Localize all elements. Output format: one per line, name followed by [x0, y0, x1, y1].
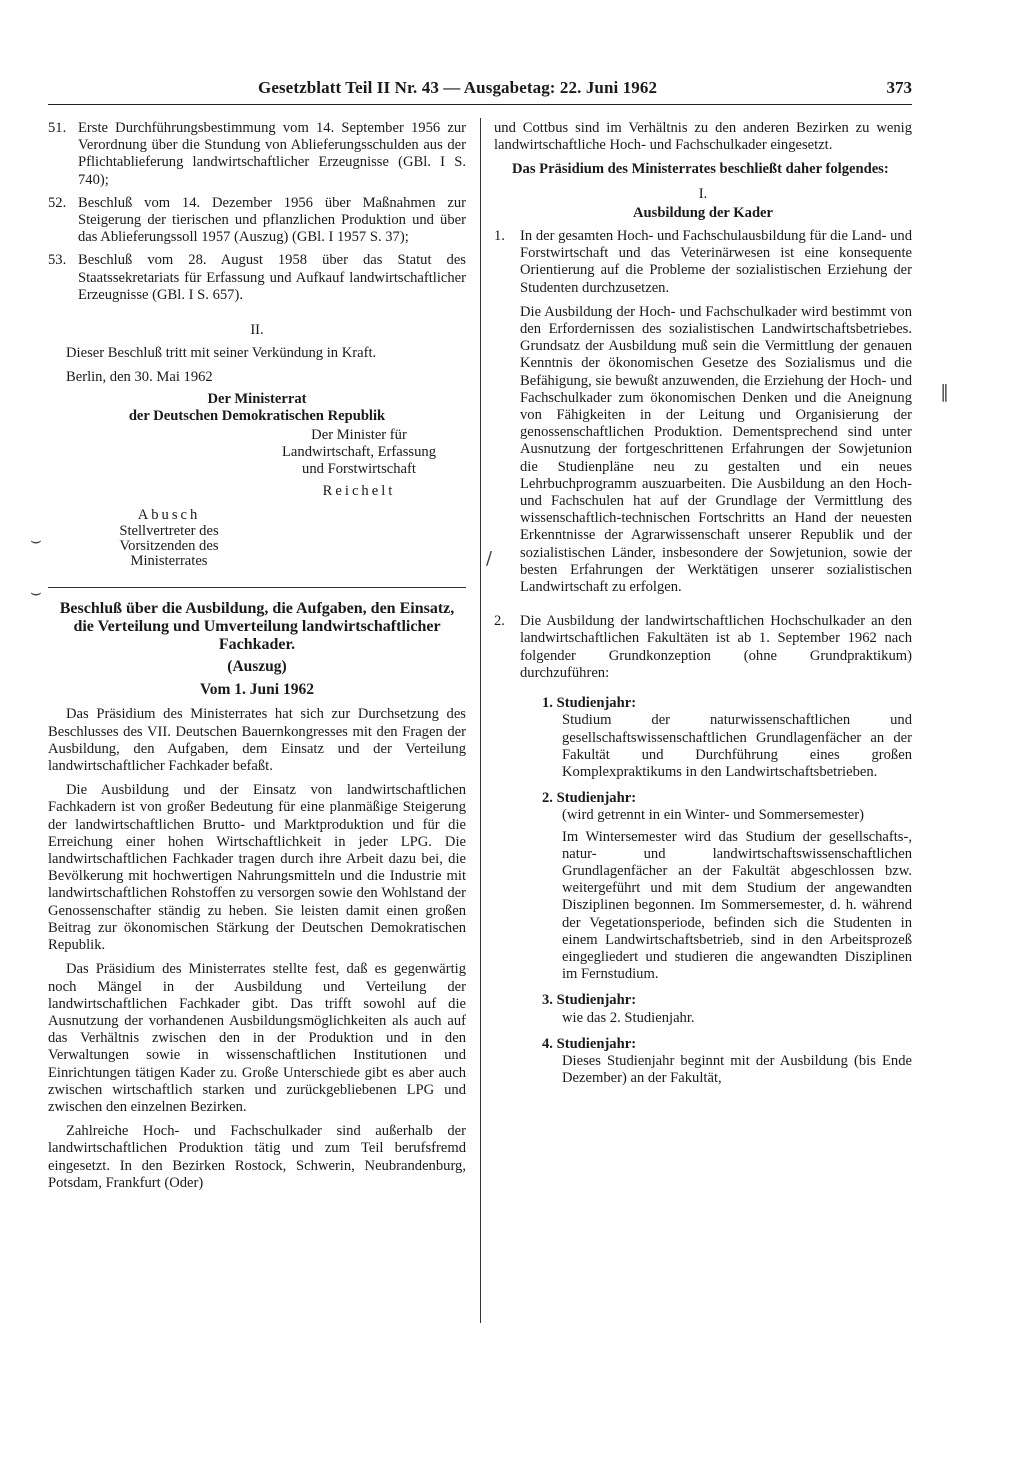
study-year-text: Studium der naturwissenschaftlichen und gesellschaftswissenschaftlichen Grundlagenfächer an der Fakultät und Durchführung eines großen Komplexpraktikums in den Landwirtschaftsbetrieben. — [562, 712, 912, 780]
list-item-53 — [48, 252, 466, 304]
study-years — [542, 695, 912, 1087]
resolves-paragraph: Das Präsidium des Ministerrates beschließt daher folgendes: — [512, 161, 889, 178]
page-number: 373 — [886, 78, 912, 97]
item-text: Beschluß vom 14. Dezember 1956 über Maßnahmen zur Steigerung der tierischen und pflanzlichen Produktion und über das Ablieferungssoll 1957 (Auszug) (GBl. I 1957 S. 37); — [78, 194, 466, 246]
point-2 — [494, 613, 912, 689]
signature-block — [48, 427, 466, 579]
header-title: Gesetzblatt Teil II Nr. 43 — Ausgabetag: 22. Juni 1962 — [258, 78, 658, 97]
resolution-title: Beschluß über die Ausbildung, die Aufgaben, den Einsatz, die Verteilung und Umverteilung landwirtschaftlicher Fachkader. — [59, 600, 455, 654]
resolution-date: Vom 1. Juni 1962 — [200, 681, 314, 699]
list-item-52 — [48, 195, 466, 247]
point-1 — [494, 228, 912, 603]
margin-mark-icon: ⌣ — [30, 530, 42, 551]
study-year-2 — [542, 790, 912, 983]
study-year-3 — [542, 992, 912, 1026]
item-number: 53. — [48, 252, 67, 269]
deputy-title: Stellvertreter des Vorsitzenden des Ministerrates — [119, 523, 219, 570]
item-number: 51. — [48, 120, 67, 136]
right-column — [494, 120, 912, 1096]
left-column — [48, 120, 466, 1199]
in-force-clause: Dieser Beschluß tritt mit seiner Verkündung in Kraft. — [66, 345, 377, 362]
study-year-heading: 4. Studienjahr: — [542, 1035, 637, 1052]
section-one-heading: I. — [698, 185, 708, 202]
section-one-title: Ausbildung der Kader — [632, 204, 774, 221]
continuation-paragraph: und Cottbus sind im Verhältnis zu den anderen Bezirken zu wenig landwirtschaftliche Hoch- und Fachschulkader eingesetzt. — [494, 120, 912, 154]
margin-mark-icon: ⌣ — [30, 582, 42, 603]
study-year-text: wie das 2. Studienjahr. — [562, 1009, 695, 1026]
minister-name: Reichelt — [322, 482, 396, 499]
page-header — [48, 76, 912, 105]
minister-title: Der Minister für Landwirtschaft, Erfassung und Forstwirtschaft — [282, 427, 436, 478]
point-body — [520, 613, 912, 689]
point-number: 1. — [494, 228, 505, 245]
margin-mark-icon: / — [486, 548, 493, 569]
council-line-2: der Deutschen Demokratischen Republik — [128, 407, 386, 424]
study-year-text: (wird getrennt in ein Winter- und Sommersemester) — [562, 807, 864, 824]
paragraph: Zahlreiche Hoch- und Fachschulkader sind außerhalb der landwirtschaftlichen Produktion tätig und zum Teil berufsfremd eingesetzt. In den Bezirken Rostock, Schwerin, Neubrandenburg, Potsdam, Frankfurt (Oder) — [48, 1123, 466, 1191]
section-two-heading: II. — [250, 322, 264, 339]
point-number: 2. — [494, 613, 505, 630]
study-year-heading: 3. Studienjahr: — [542, 992, 637, 1009]
paragraph: Das Präsidium des Ministerrates stellte fest, daß es gegenwärtig noch Mängel in der Ausbildung und Verteilung der landwirtschaftlichen Fachkader gibt. Das trifft sowohl auf die Ausnutzung der vorhandenen Ausbildungsmöglichkeiten als auch auf das Verhältnis zwischen den in der Produktion und in den Verwaltungen sowie in wissenschaftlichen Institutionen und Einrichtungen tätigen Kader zu. Große Unterschiede gibt es aber auch zwischen wirtschaftlich starken und zurückgebliebenen LPG und zwischen den einzelnen Bezirken. — [48, 961, 466, 1115]
study-year-heading: 2. Studienjahr: — [542, 790, 637, 807]
paragraph: In der gesamten Hoch- und Fachschulausbildung für die Land- und Forstwirtschaft und das Veterinärwesen ist eine konsequente Orientierung auf die Probleme der sozialistischen Erziehung der Studenten durchzusetzen. — [520, 228, 912, 296]
excerpt-label: (Auszug) — [227, 658, 287, 676]
paragraph: Das Präsidium des Ministerrates hat sich zur Durchsetzung des Beschlusses des VII. Deutschen Bauernkongresses mit den Fragen der Ausbildung, den Aufgaben, dem Einsatz und der Verteilung landwirtschaftlicher Fachkader befaßt. — [48, 706, 466, 775]
minister-signer — [274, 427, 444, 500]
study-year-1 — [542, 695, 912, 781]
column-divider — [480, 118, 481, 1323]
margin-mark-icon: ∥ — [940, 382, 949, 403]
point-body — [520, 228, 912, 603]
study-year-text: Dieses Studienjahr beginnt mit der Ausbildung (bis Ende Dezember) an der Fakultät, — [562, 1052, 912, 1087]
item-text: Beschluß vom 28. August 1958 über das Statut des Staatssekretariats für Erfassung und Aufkauf landwirtschaftlicher Erzeugnisse (GBl. I S. 657). — [78, 252, 466, 303]
section-rule — [48, 587, 466, 588]
list-item-51 — [48, 120, 466, 189]
item-number: 52. — [48, 194, 67, 211]
paragraph: Die Ausbildung und der Einsatz von landwirtschaftlichen Fachkadern ist von großer Bedeutung für eine planmäßige Steigerung der landwirtschaftlichen Brutto- und Marktproduktion und für die Erreichung einer hohen Wirtschaftlichkeit in jeder LPG. Die landwirtschaftlichen Fachkader tragen durch ihre Arbeit dazu bei, die Bevölkerung mit hochwertigen Nahrungsmitteln und die Industrie mit landwirtschaftlichen Rohstoffen zu versorgen sowie den Wohlstand der Genossenschafter ständig zu heben. Sie leisten damit einen großen Beitrag zur ökonomischen Stärkung der Deutschen Demokratischen Republik. — [48, 782, 466, 954]
study-year-4 — [542, 1036, 912, 1088]
paragraph: Die Ausbildung der landwirtschaftlichen Hochschulkader an den landwirtschaftlichen Fakultäten ist ab 1. September 1962 nach folgender Grundkonzeption (ohne Grundpraktikum) durchzuführen: — [520, 613, 912, 681]
study-year-text: Im Wintersemester wird das Studium der gesellschafts-, natur- und landwirtschaftswissenschaftlichen Grundlagenfächer an der Fakultät abgeschlossen bzw. weitergeführt und mit dem Studium der angewandten Disziplinen begonnen. Im Sommersemester, d. h. während der Vegetationsperiode, befinden sich die Studenten in einem Landwirtschaftsbetrieb, sind in den Arbeitsprozeß eingegliedert und studieren die angewandten Disziplinen im Fernstudium. — [562, 828, 912, 983]
deputy-signer — [94, 507, 244, 569]
item-text: Erste Durchführungsbestimmung vom 14. September 1956 zur Verordnung über die Stundung von Ablieferungsschulden aus der Pflichtablieferung landwirtschaftlicher Erzeugnisse (GBl. I S. 740); — [78, 120, 466, 188]
deputy-name: Abusch — [137, 507, 201, 524]
place-date: Berlin, den 30. Mai 1962 — [66, 369, 213, 386]
council-line-1: Der Ministerrat — [207, 390, 307, 407]
study-year-heading: 1. Studienjahr: — [542, 695, 637, 712]
paragraph: Die Ausbildung der Hoch- und Fachschulkader wird bestimmt von den Erfordernissen des sozialistischen Landwirtschaftsbetriebes. Grundsatz der Ausbildung muß sein die Vermittlung der genauen Kenntnis der ökonomischen Gesetze des Sozialismus und die Befähigung, sie bewußt anzuwenden, die Erziehung der Hoch- und Fachschulkader zum ökonomischen Denken und die Aneignung von Fähigkeiten in der Leitung und Organisierung der genossenschaftlichen Produktion. Dementsprechend sind unter Ausnutzung der fortgeschrittenen Erfahrungen der Sowjetunion die Studienpläne neu zu gestalten und ein neues Lehrbuchprogramm auszuarbeiten. Die Ausbildung an den Hoch- und Fachschulen hat auf der Grundlage der Vermittlung des wissenschaftlich-technischen Fortschritts an Hand der neuesten Erkenntnisse der Agrarwissenschaft unserer Republik und der sozialistischen Länder, insbesondere der Sowjetunion, sowie der besten Erfahrungen der Werktätigen unserer sozialistischen Landwirtschaft zu erfolgen. — [520, 303, 912, 596]
